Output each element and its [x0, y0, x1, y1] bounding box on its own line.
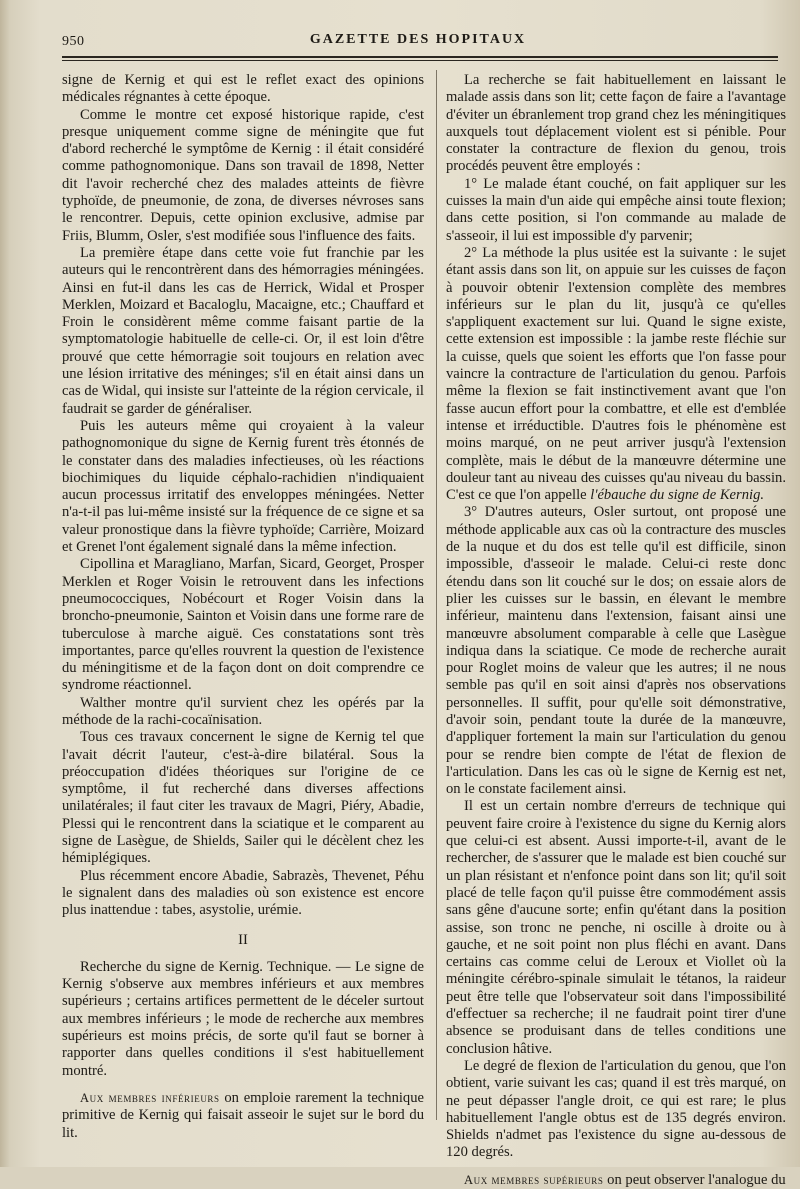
paragraph: Tous ces travaux concernent le signe de Kernig tel que l'avait décrit l'auteur, c'est-à-dire bilatéral. Sous la préoccupation d'idées théoriques sur l'origine de ce symptôme, il fut recherché dans diverses affections unilatérales; il faut citer les travaux de Magri, Piéry, Abadie, Plessi qui le rencontrent dans la sciatique et le comparent au signe de Lasègue, de Shields, Sailer qui le décèlent chez les hémiplégiques. — [62, 729, 424, 867]
left-column — [62, 72, 424, 1142]
paragraph-text: on peut observer l'analogue du — [603, 1171, 786, 1188]
paragraph: Comme le montre cet exposé historique rapide, c'est presque uniquement comme signe de méningite que fut d'abord recherché le symptôme de Kernig : il était considéré comme pathognomonique. Dans son travail de 1898, Netter dit l'avoir recherché chez des malades atteints de fièvre typhoïde, de pneumonie, de zona, de diverses névroses sans le rencontrer. Depuis, cette opinion exclusive, admise par Friis, Blumm, Osler, s'est modifiée sous l'influence des faits. — [62, 106, 424, 244]
paragraph: Cipollina et Maragliano, Marfan, Sicard, Georget, Prosper Merklen et Roger Voisin le retrouvent dans les infections pneumococciques, Nobécourt et Roger Voisin dans la broncho-pneumonie, Sainton et Voisin dans une forme rare de tuberculose à marche aiguë. Ces constatations sont très importantes, parce qu'elles rouvrent la question de l'existence du méningitisme et de la façon dont on doit comprendre ce syndrome réactionnel. — [62, 556, 424, 694]
section-number: II — [238, 931, 248, 948]
paragraph — [446, 1172, 786, 1189]
paragraph — [62, 1090, 424, 1142]
header-rule — [62, 56, 778, 58]
right-column — [446, 72, 786, 1189]
paragraph: Walther montre qu'il survient chez les opérés par la méthode de la rachi-cocaïnisation. — [62, 694, 424, 728]
paragraph — [62, 959, 424, 1080]
paragraph: Plus récemment encore Abadie, Sabrazès, Thevenet, Péhu le signalent dans des maladies où son existence est encore plus inattendue : tabes, asystolie, urémie. — [62, 867, 424, 919]
paragraph-text: on emploie rarement la technique primitive de Kernig qui faisait asseoir le sujet sur le bord du lit. — [62, 1089, 424, 1141]
paragraph — [446, 245, 786, 504]
paragraph: La première étape dans cette voie fut franchie par les auteurs qui le rencontrèrent dans des hémorragies méningées. Ainsi en fut-il dans les cas de Herrick, Widal et Prosper Merklen, Moizard et Bacaloglu, Macaigne, etc.; Chauffard et Froin le considèrent même comme faisant partie de la symptomatologie habituelle de celle-ci. Or, il est loin d'être prouvé que cette hémorragie soit toujours en relation avec une lésion irritative des méninges; s'il en était ainsi dans un cas de Widal, qui insiste sur l'atteinte de la région cervicale, il faudrait se garder de généraliser. — [62, 244, 424, 417]
paragraph: Puis les auteurs même qui croyaient à la valeur pathognomonique du signe de Kernig furent très étonnés de le constater dans des maladies infectieuses, où les réactions biochimiques du liquide céphalo-rachidien n'indiquaient aucun processus irritatif des enveloppes méningées. Netter n'a-t-il pas lui-même insisté sur la fréquence de ce signe et sa valeur pronostique dans la fièvre typhoïde; Carrière, Moizard et Grenet l'ont également signalé dans la même infection. — [62, 417, 424, 556]
paragraph: signe de Kernig et qui est le reflet exact des opinions médicales régnantes à cette époque. — [62, 72, 424, 106]
header-rule-thin — [62, 60, 778, 61]
page-number: 950 — [62, 34, 85, 49]
section-heading: Recherche du signe de Kernig. Technique. — [80, 958, 332, 975]
column-divider — [436, 70, 437, 1120]
paragraph: La recherche se fait habituellement en laissant le malade assis dans son lit; cette façon de faire a l'avantage d'éviter un ébranlement trop grand chez les méningitiques auxquels tout déplacement violent est si pénible. Pour constater la contracture de flexion du genou, trois procédés peuvent être employés : — [446, 72, 786, 175]
italic-phrase: l'ébauche du signe de Kernig. — [590, 487, 765, 504]
paragraph: Il est un certain nombre d'erreurs de technique qui peuvent faire croire à l'existence du signe du Kernig alors que celui-ci est absent. Aussi importe-t-il, avant de le rechercher, de s'assurer que le malade est bien couché sur un plan résistant et n'enfonce point dans son lit; qu'il soit placé de telle façon qu'il puisse être commodément assis sans gêne d'aucune sorte; enfin qu'étant dans la position assise, son tronc ne penche, ni oscille à droite ou à gauche, et ne soit point non plus fléchi en avant. Dans certains cas comme celui de Leroux et Viollet où la méningite cérébro-spinale simulait le tétanos, la raideur peut être telle que l'observateur soit dans l'impossibilité d'effectuer sa recherche; il ne faudrait point tirer d'une absence se produisant dans de telles conditions une conclusion hâtive. — [446, 798, 786, 1057]
paragraph-text: 2° La méthode la plus usitée est la suivante : le sujet étant assis dans son lit, on appuie sur les cuisses de façon à pouvoir obtenir l'extension complète des membres inférieurs sur le plan du lit, jusqu'à ce qu'elles s'appliquent exactement sur lui. Quand le signe existe, cette extension est impossible : la jambe reste fléchie sur la cuisse, quels que soient les efforts que l'on fasse pour vaincre la contracture de l'articulation du genou. Parfois même la flexion se fait instinctivement avant que l'on fasse aucun effort pour la combattre, et elle est d'emblée intense et irréductible. D'autres fois le phénomène est moins marqué, on ne peut arriver jusqu'à l'extension complète, mais le début de la manœuvre détermine une douleur tant au niveau des cuisses qu'au niveau du bassin. C'est ce que l'on appelle — [446, 244, 786, 504]
run-in-heading: Aux membres supérieurs — [464, 1172, 604, 1187]
paragraph-text: — Le signe de Kernig s'observe aux membres inférieurs et aux membres supérieurs ; certains artifices permettent de le déceler surtout aux membres inférieurs ; le mode de recherche aux membres supérieurs est moins précis, de sorte qu'il faut se borner à rapporter dans quelles conditions il s'est habituellement montré. — [62, 958, 424, 1079]
run-in-heading: Aux membres inférieurs — [80, 1090, 220, 1105]
paragraph: 1° Le malade étant couché, on fait appliquer sur les cuisses la main d'un aide qui empêche ainsi toute flexion; dans cette position, si l'on commande au malade de s'asseoir, il lui est impossible d'y parvenir; — [446, 175, 786, 244]
paragraph: 3° D'autres auteurs, Osler surtout, ont proposé une méthode applicable aux cas où la contracture des muscles de la nuque et du dos est telle qu'il est difficile, sinon impossible, d'asseoir le malade. Celui-ci reste donc étendu dans son lit couché sur le dos; on essaie alors de plier les cuisses sur le bassin, en élevant le membre inférieur, maintenu dans l'extension, faisant ainsi une manœuvre absolument comparable à celle que Lasègue indiqua dans la sciatique. Ce mode de recherche aurait pour Roglet moins de valeur que les autres; il ne nous semble pas qu'il en soit ainsi d'après nos observations personnelles. Il suffit, pour qu'elle soit démonstrative, d'avoir soin, pendant toute la durée de la manœuvre, d'appliquer fortement la main sur l'articulation du genou pour se rendre bien compte de l'état de flexion de l'articulation. Dans les cas où le signe de Kernig est net, on le constate facilement ainsi. — [446, 504, 786, 798]
paragraph: Le degré de flexion de l'articulation du genou, que l'on obtient, varie suivant les cas; quand il est très marqué, on ne peut dépasser l'angle droit, ce qui est rare; le plus habituellement l'angle obtus est de 135 degrés environ. Shields n'admet pas l'existence du signe au-dessous de 120 degrés. — [446, 1057, 786, 1161]
journal-title: GAZETTE DES HOPITAUX — [309, 32, 527, 47]
page-header — [62, 30, 774, 52]
